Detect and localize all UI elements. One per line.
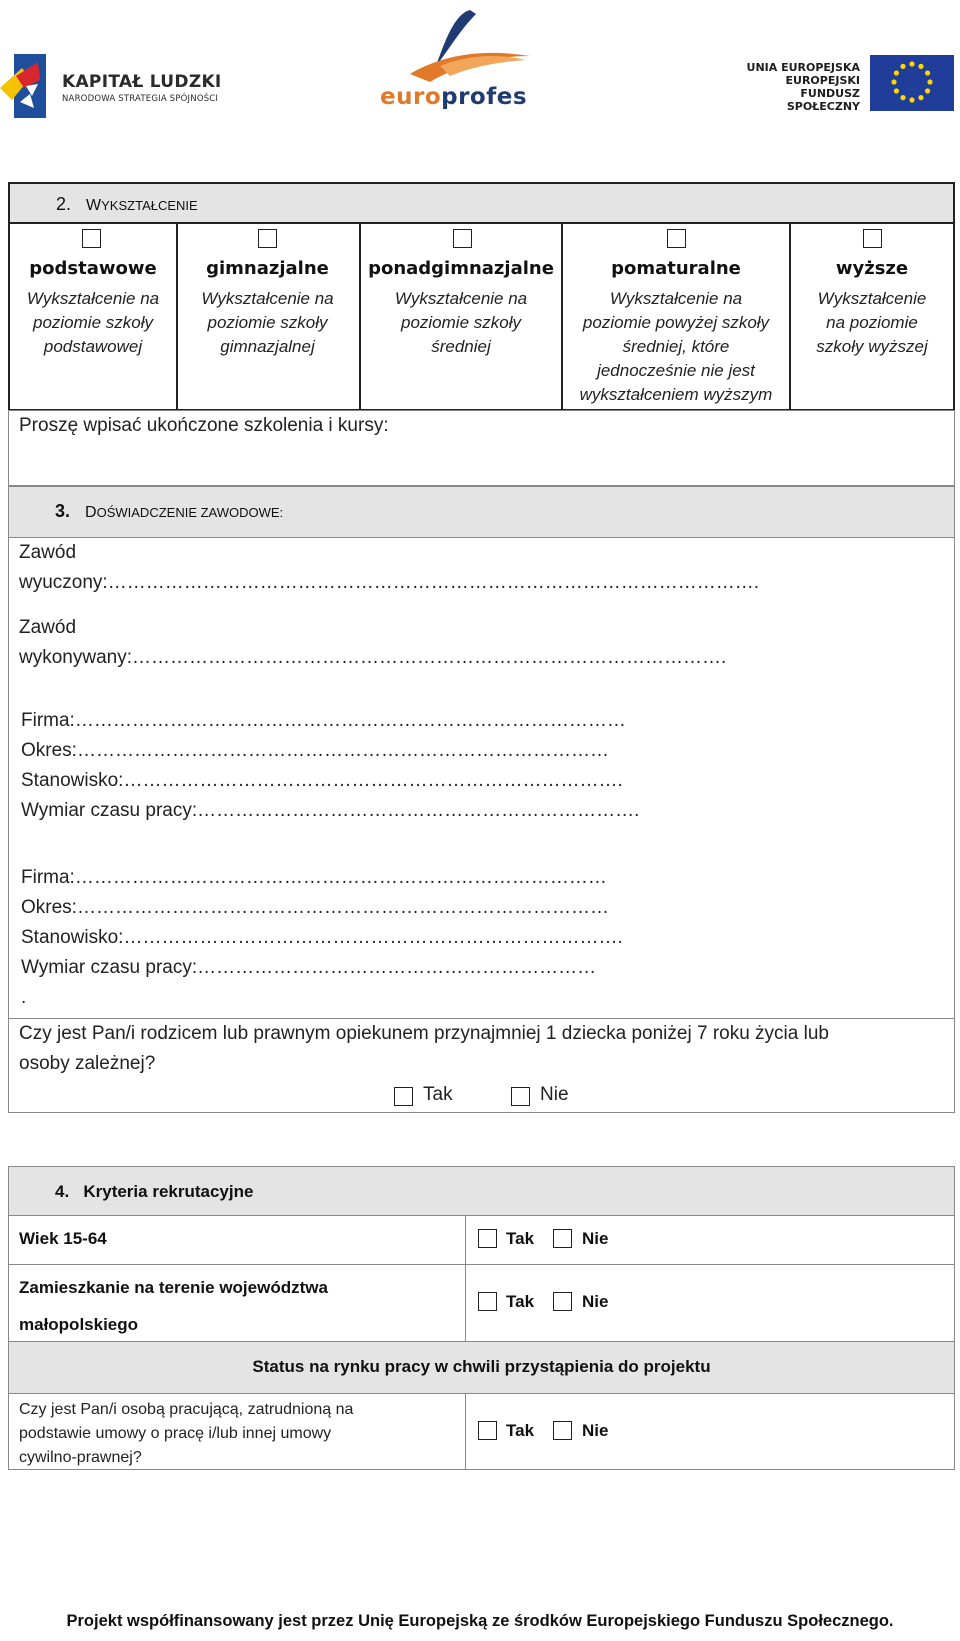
eu-logo-line2: EUROPEJSKI bbox=[785, 74, 860, 87]
experience-title: 3. DOŚWIADCZENIE ZAWODOWE: bbox=[55, 501, 284, 521]
job-2-block bbox=[21, 863, 623, 983]
education-option-podstawowe[interactable] bbox=[10, 224, 178, 409]
learned-profession-field[interactable]: Zawód wyuczony:…………………………………………………………………………………………. bbox=[19, 542, 759, 593]
parent-yes-checkbox[interactable] bbox=[394, 1087, 413, 1106]
education-option-pomaturalne[interactable] bbox=[563, 224, 791, 409]
education-level-name: gimnazjalne bbox=[206, 258, 329, 279]
education-level-name: pomaturalne bbox=[611, 258, 741, 279]
age-label: Wiek 15-64 bbox=[19, 1229, 107, 1248]
criteria-header bbox=[8, 1166, 955, 1216]
kapital-logo-title: KAPITAŁ LUDZKI bbox=[62, 72, 222, 92]
education-level-name: ponadgimnazjalne bbox=[368, 258, 554, 279]
checkbox-pomaturalne[interactable] bbox=[667, 229, 686, 248]
checkbox-ponadgimnazjalne[interactable] bbox=[453, 229, 472, 248]
education-option-wyzsze[interactable] bbox=[791, 224, 953, 409]
education-level-name: wyższe bbox=[835, 258, 909, 279]
education-options bbox=[8, 222, 955, 411]
checkbox-wyzsze[interactable] bbox=[863, 229, 882, 248]
employed-question: Czy jest Pan/i osobą pracującą, zatrudnioną na podstawie umowy o pracę i/lub innej umowy cywilno-prawnej? bbox=[19, 1401, 354, 1466]
age-yes-checkbox[interactable] bbox=[478, 1229, 497, 1248]
education-title: 2. WYKSZTAŁCENIE bbox=[56, 194, 198, 214]
age-no-checkbox[interactable] bbox=[553, 1229, 572, 1248]
eu-logo-line1: UNIA EUROPEJSKA bbox=[746, 61, 860, 74]
education-level-desc: Wykształcenie na poziomie powyżej szkoły średniej, które jednocześnie nie jest wykształceniem wyższym bbox=[579, 289, 773, 404]
status-header: Status na rynku pracy w chwili przystąpienia do projektu bbox=[252, 1357, 711, 1376]
kapital-logo-subtitle: NARODOWA STRATEGIA SPÓJNOŚCI bbox=[62, 94, 219, 104]
kapital-ludzki-logo bbox=[0, 48, 230, 128]
employed-no-checkbox[interactable] bbox=[553, 1421, 572, 1440]
job-1-block bbox=[21, 706, 639, 826]
education-level-desc: Wykształcenie na poziomie szkoły wyższej bbox=[816, 289, 928, 356]
experience-body bbox=[8, 537, 955, 1019]
checkbox-podstawowe[interactable] bbox=[82, 229, 101, 248]
courses-field[interactable] bbox=[8, 410, 955, 486]
eu-logo-line3: FUNDUSZ SPOŁECZNY bbox=[786, 87, 860, 113]
education-level-desc: Wykształcenie na poziomie szkoły podstawowej bbox=[26, 289, 160, 356]
criteria-title: 4. Kryteria rekrutacyjne bbox=[55, 1182, 254, 1201]
footer-text: Projekt współfinansowany jest przez Unię Europejską ze środków Europejskiego Funduszu Społecznego. bbox=[66, 1612, 894, 1630]
education-level-desc: Wykształcenie na poziomie szkoły średniej bbox=[394, 289, 528, 356]
europrofes-wordmark: europrofes bbox=[380, 84, 528, 110]
employed-yes-label: Tak bbox=[506, 1421, 535, 1440]
education-option-ponadgimnazjalne[interactable] bbox=[361, 224, 563, 409]
checkbox-gimnazjalne[interactable] bbox=[258, 229, 277, 248]
residence-yes-label: Tak bbox=[506, 1292, 535, 1311]
europrofes-swoosh-icon bbox=[400, 4, 550, 84]
education-option-gimnazjalne[interactable] bbox=[176, 224, 361, 409]
parent-question-block bbox=[8, 1018, 955, 1113]
residence-no-label: Nie bbox=[582, 1292, 609, 1311]
education-level-name: podstawowe bbox=[29, 258, 157, 279]
parent-no-checkbox[interactable] bbox=[511, 1087, 530, 1106]
eu-flag-icon bbox=[870, 55, 954, 111]
employed-no-label: Nie bbox=[582, 1421, 609, 1440]
education-level-desc: Wykształcenie na poziomie szkoły gimnazjalnej bbox=[201, 289, 334, 356]
kapital-ludzki-emblem-icon bbox=[0, 48, 50, 120]
parent-no-label: Nie bbox=[540, 1084, 569, 1105]
age-no-label: Nie bbox=[582, 1229, 609, 1248]
parent-question: Czy jest Pan/i rodzicem lub prawnym opiekunem przynajmniej 1 dziecka poniżej 7 roku życia lub osoby zależnej? bbox=[19, 1023, 829, 1074]
job-2-firma-field[interactable]: Firma:………………………………………………………………………… bbox=[21, 867, 607, 888]
stray-dot: . bbox=[21, 987, 27, 1008]
residence-no-checkbox[interactable] bbox=[553, 1292, 572, 1311]
job-1-wymiar-field[interactable]: Wymiar czasu pracy:……………………………………………………………. bbox=[21, 800, 640, 821]
job-2-wymiar-field[interactable]: Wymiar czasu pracy:……………………………………………………… bbox=[21, 957, 597, 978]
job-2-stanowisko-field[interactable]: Stanowisko:……………………………………………………………………. bbox=[21, 927, 623, 948]
education-header bbox=[8, 182, 955, 224]
job-1-okres-field[interactable]: Okres:………………………………………………………………………… bbox=[21, 740, 609, 761]
age-yes-label: Tak bbox=[506, 1229, 535, 1248]
job-2-okres-field[interactable]: Okres:………………………………………………………………………… bbox=[21, 897, 609, 918]
parent-yes-label: Tak bbox=[423, 1084, 453, 1105]
experience-header bbox=[8, 486, 955, 538]
residence-label: Zamieszkanie na terenie województwa małopolskiego bbox=[19, 1278, 328, 1334]
performed-profession-field[interactable]: Zawód wykonywany:…………………………………………………………………………………. bbox=[19, 617, 727, 668]
job-1-stanowisko-field[interactable]: Stanowisko:……………………………………………………………………. bbox=[21, 770, 623, 791]
eu-logo bbox=[730, 55, 955, 111]
europrofes-logo bbox=[380, 4, 570, 116]
courses-label: Proszę wpisać ukończone szkolenia i kursy: bbox=[19, 415, 389, 436]
employed-yes-checkbox[interactable] bbox=[478, 1421, 497, 1440]
criteria-table bbox=[8, 1215, 955, 1470]
residence-yes-checkbox[interactable] bbox=[478, 1292, 497, 1311]
job-1-firma-field[interactable]: Firma:…………………………………………………………………………… bbox=[21, 710, 626, 731]
